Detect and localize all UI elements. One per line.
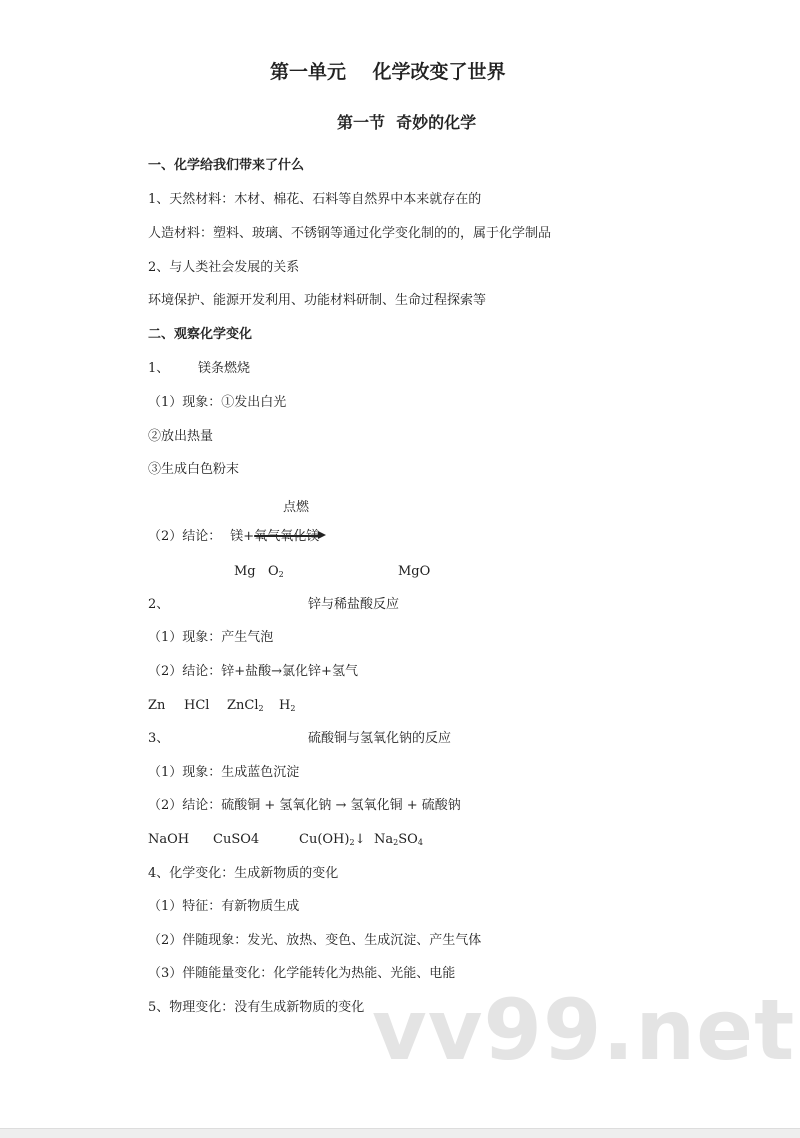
watermark: vv99.net [372, 981, 796, 1079]
mg-equation-struck: 氧气氧化镁 [254, 529, 320, 544]
society-relation-line: 2、与人类社会发展的关系 [148, 260, 300, 275]
physical-change-def: 5、物理变化：没有生成新物质的变化 [148, 1000, 365, 1015]
item1-title: 镁条燃烧 [198, 361, 251, 376]
formula-o2: $O_2$ [268, 564, 284, 579]
formula-h2: $H_2$ [279, 698, 296, 713]
cu-phenomenon: （1）现象：生成蓝色沉淀 [148, 765, 300, 780]
cu-conclusion: （2）结论：硫酸铜 + 氢氧化钠 → 氢氧化铜 + 硫酸钠 [148, 798, 461, 813]
item3-number: 3、 [148, 731, 170, 746]
section-subtitle: 第一节 奇妙的化学 [337, 113, 477, 132]
item3-title: 硫酸铜与氢氧化钠的反应 [308, 731, 452, 746]
formula-cuoh2: $Cu(OH)_2↓$ [299, 832, 366, 847]
artificial-materials-line: 人造材料：塑料、玻璃、不锈钢等通过化学变化制的的，属于化学制品 [148, 226, 552, 241]
zn-conclusion: （2）结论：锌+盐酸→氯化锌+氢气 [148, 664, 358, 679]
formula-mg: Mg [234, 564, 256, 579]
section1-heading: 一、化学给我们带来了什么 [148, 158, 305, 173]
mg-conclusion [148, 529, 326, 545]
chemical-change-feature: （1）特征：有新物质生成 [148, 899, 300, 914]
item1-number: 1、 [148, 361, 170, 376]
formula-hcl: HCl [184, 698, 210, 713]
formula-na2so4: $Na_2SO_4$ [374, 832, 423, 847]
natural-materials-line: 1、天然材料：木材、棉花、石料等自然界中本来就存在的 [148, 192, 482, 207]
item2-title: 锌与稀盐酸反应 [308, 597, 400, 612]
arrow-icon [318, 531, 326, 539]
zn-phenomenon: （1）现象：产生气泡 [148, 630, 274, 645]
formula-mgo: MgO [398, 564, 431, 579]
mg-equation-left: 镁+ [230, 529, 255, 544]
formula-naoh: NaOH [148, 832, 190, 847]
mg-conclusion-label: （2）结论： [148, 529, 222, 544]
item2-number: 2、 [148, 597, 170, 612]
mg-phenomenon-2: ②放出热量 [148, 429, 214, 444]
chemical-change-phenomena: （2）伴随现象：发光、放热、变色、生成沉淀、产生气体 [148, 933, 482, 948]
formula-zn: Zn [148, 698, 166, 713]
precipitate-arrow-icon: ↓ [354, 832, 366, 847]
fields-line: 环境保护、能源开发利用、功能材料研制、生命过程探索等 [148, 293, 487, 308]
chemical-change-energy: （3）伴随能量变化：化学能转化为热能、光能、电能 [148, 966, 456, 981]
mg-phenomenon-3: ③生成白色粉末 [148, 462, 240, 477]
page-title: 第一单元 化学改变了世界 [270, 61, 506, 83]
formula-zncl2: ZnCl$_2$ [227, 698, 264, 713]
formula-cuso4: CuSO4 [213, 832, 260, 847]
mg-phenomenon-1: （1）现象：①发出白光 [148, 395, 287, 410]
section2-heading: 二、观察化学变化 [148, 327, 253, 342]
chemical-change-def: 4、化学变化：生成新物质的变化 [148, 866, 339, 881]
reaction-condition: 点燃 [283, 500, 310, 515]
